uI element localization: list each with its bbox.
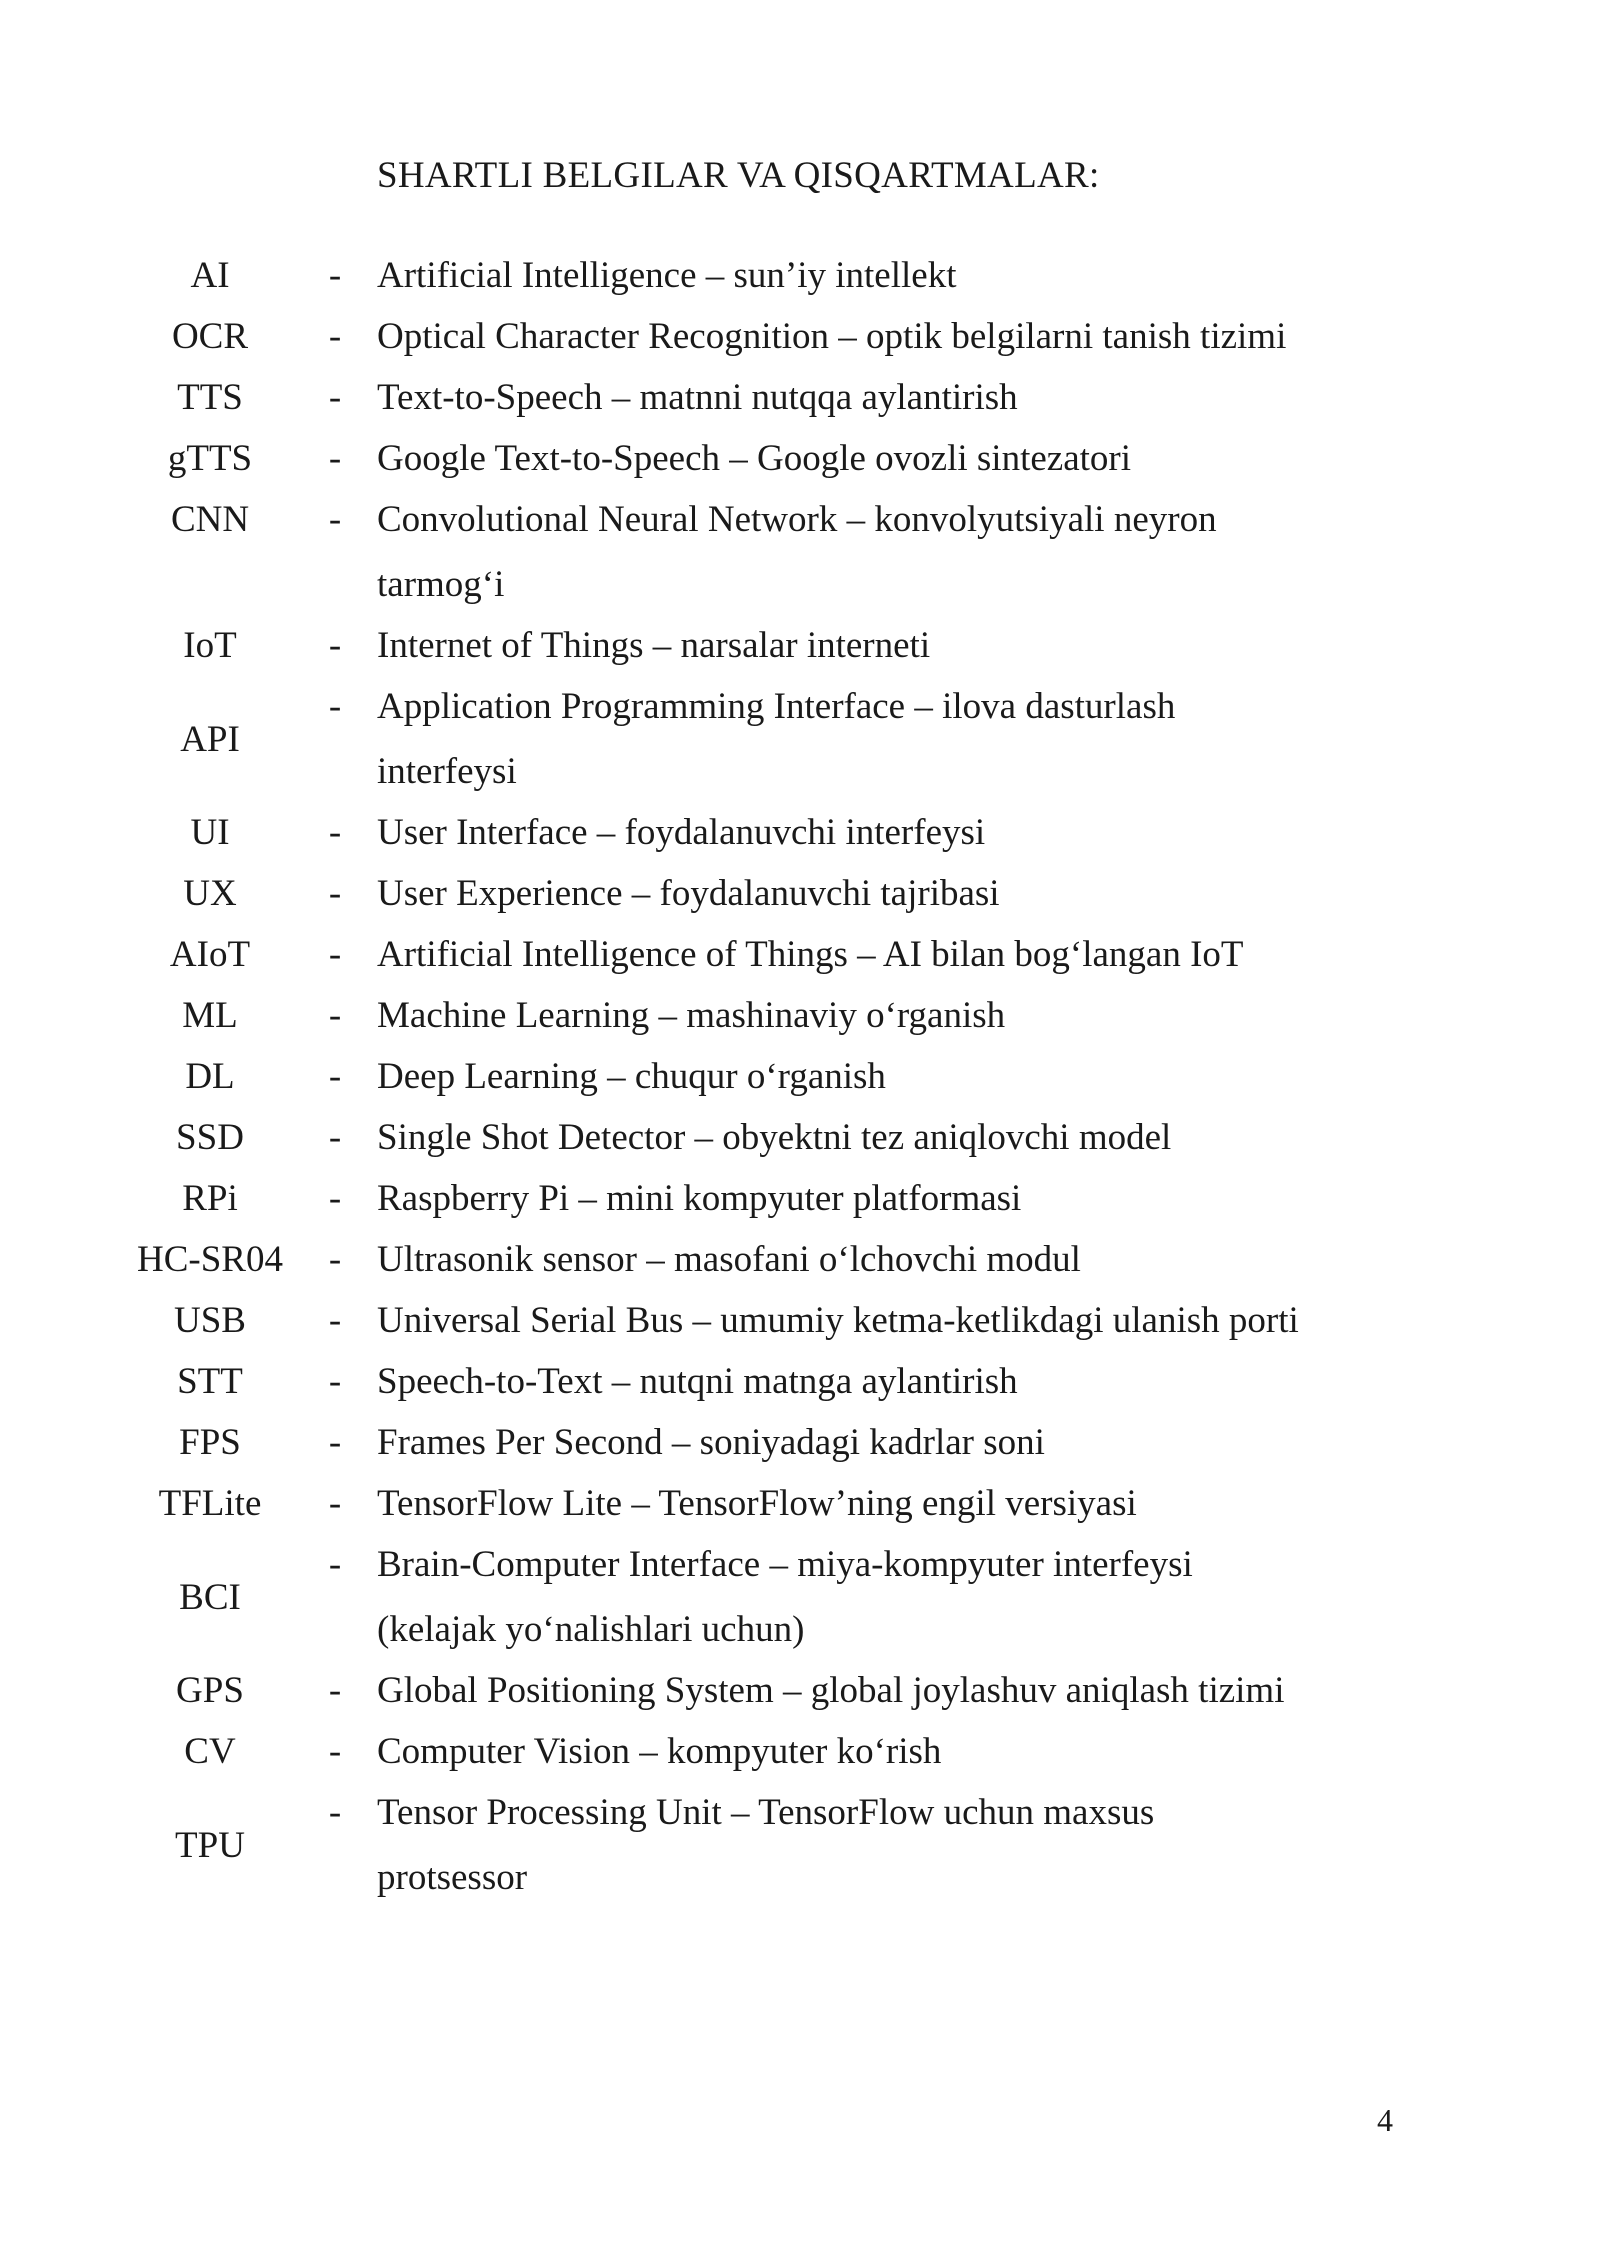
abbreviation-row (0, 245, 1600, 306)
abbreviation-row (0, 367, 1600, 428)
abbreviation-row (0, 1168, 1600, 1229)
definition-line: (kelajak yo‘nalishlari uchun) (377, 1609, 805, 1650)
abbreviation-term: USB (174, 1300, 246, 1341)
abbreviation-definition (377, 676, 1377, 802)
definition-line: User Interface – foydalanuvchi interfeysi (377, 812, 986, 853)
abbreviation-row (0, 306, 1600, 367)
abbreviation-definition (377, 1229, 1377, 1290)
abbreviation-row (0, 924, 1600, 985)
abbreviation-definition (377, 489, 1377, 615)
abbreviation-row (0, 1229, 1600, 1290)
abbreviation-term: BCI (179, 1576, 241, 1618)
abbreviation-term: ML (182, 995, 238, 1036)
separator-dash: - (328, 1792, 342, 1833)
separator-dash: - (328, 1361, 342, 1402)
abbreviation-term: STT (177, 1361, 243, 1402)
abbreviation-term: OCR (171, 316, 249, 357)
definition-line: Google Text-to-Speech – Google ovozli sintezatori (377, 438, 1132, 479)
definition-line: Tensor Processing Unit – TensorFlow uchun maxsus (377, 1792, 1155, 1833)
abbreviation-definition (377, 245, 1377, 306)
abbreviation-term: gTTS (167, 438, 253, 479)
separator-dash: - (328, 686, 342, 727)
page-title: SHARTLI BELGILAR VA QISQARTMALAR: (377, 155, 1100, 196)
separator-dash: - (328, 812, 342, 853)
abbreviation-definition (377, 1721, 1377, 1782)
abbreviation-row (0, 1782, 1600, 1908)
definition-line: Brain-Computer Interface – miya-kompyuter interfeysi (377, 1544, 1193, 1585)
definition-line: interfeysi (377, 751, 517, 792)
separator-dash: - (328, 873, 342, 914)
definition-line: Deep Learning – chuqur o‘rganish (377, 1056, 886, 1097)
definition-line: tarmog‘i (377, 564, 505, 605)
abbreviation-row (0, 489, 1600, 615)
definition-line: TensorFlow Lite – TensorFlow’ning engil versiyasi (377, 1483, 1137, 1524)
abbreviation-row (0, 615, 1600, 676)
abbreviation-definition (377, 615, 1377, 676)
abbreviation-definition (377, 1782, 1377, 1908)
abbreviation-list (0, 245, 1600, 1908)
separator-dash: - (328, 1670, 342, 1711)
abbreviation-row (0, 863, 1600, 924)
separator-dash: - (328, 625, 342, 666)
abbreviation-term: CNN (170, 499, 250, 540)
definition-line: Global Positioning System – global joylashuv aniqlash tizimi (377, 1670, 1285, 1711)
definition-line: Frames Per Second – soniyadagi kadrlar soni (377, 1422, 1045, 1463)
definition-line: Machine Learning – mashinaviy o‘rganish (377, 995, 1006, 1036)
separator-dash: - (328, 1178, 342, 1219)
abbreviation-definition (377, 428, 1377, 489)
abbreviation-term: CV (184, 1731, 236, 1772)
abbreviation-row (0, 985, 1600, 1046)
abbreviation-term: UI (190, 812, 230, 853)
separator-dash: - (328, 1544, 342, 1585)
abbreviation-term: SSD (176, 1117, 244, 1158)
separator-dash: - (328, 377, 342, 418)
abbreviation-term: TFLite (158, 1483, 262, 1524)
definition-line: User Experience – foydalanuvchi tajribasi (377, 873, 1000, 914)
separator-dash: - (328, 1483, 342, 1524)
definition-line: Speech-to-Text – nutqni matnga aylantirish (377, 1361, 1018, 1402)
abbreviation-definition (377, 1168, 1377, 1229)
abbreviation-row (0, 1412, 1600, 1473)
abbreviation-row (0, 1046, 1600, 1107)
abbreviation-definition (377, 1046, 1377, 1107)
abbreviation-row (0, 428, 1600, 489)
definition-line: Single Shot Detector – obyektni tez aniqlovchi model (377, 1117, 1172, 1158)
definition-line: Text-to-Speech – matnni nutqqa aylantirish (377, 377, 1018, 418)
separator-dash: - (328, 255, 342, 296)
separator-dash: - (328, 1300, 342, 1341)
separator-dash: - (328, 316, 342, 357)
abbreviation-definition (377, 924, 1377, 985)
abbreviation-definition (377, 985, 1377, 1046)
abbreviation-row (0, 1660, 1600, 1721)
abbreviation-term: FPS (179, 1422, 241, 1463)
definition-line: Raspberry Pi – mini kompyuter platformasi (377, 1178, 1022, 1219)
abbreviation-term: UX (183, 873, 237, 914)
abbreviation-definition (377, 1473, 1377, 1534)
separator-dash: - (328, 995, 342, 1036)
definition-line: Universal Serial Bus – umumiy ketma-ketlikdagi ulanish porti (377, 1300, 1299, 1341)
definition-line: Application Programming Interface – ilova dasturlash (377, 686, 1176, 727)
abbreviation-definition (377, 1412, 1377, 1473)
definition-line: protsessor (377, 1857, 528, 1898)
abbreviation-definition (377, 367, 1377, 428)
abbreviation-row (0, 1473, 1600, 1534)
abbreviation-term: TPU (175, 1824, 245, 1866)
abbreviation-row (0, 1721, 1600, 1782)
definition-line: Computer Vision – kompyuter ko‘rish (377, 1731, 942, 1772)
page-number: 4 (1377, 2102, 1393, 2138)
separator-dash: - (328, 438, 342, 479)
separator-dash: - (328, 1117, 342, 1158)
abbreviation-definition (377, 1351, 1377, 1412)
definition-line: Artificial Intelligence – sun’iy intellekt (377, 255, 957, 296)
abbreviation-term: GPS (176, 1670, 244, 1711)
definition-line: Ultrasonik sensor – masofani o‘lchovchi modul (377, 1239, 1081, 1280)
abbreviation-row (0, 676, 1600, 802)
abbreviation-term: RPi (182, 1178, 238, 1219)
abbreviation-term: DL (185, 1056, 235, 1097)
separator-dash: - (328, 1056, 342, 1097)
abbreviation-definition (377, 1534, 1377, 1660)
separator-dash: - (328, 499, 342, 540)
abbreviation-term: HC-SR04 (137, 1239, 283, 1280)
definition-line: Internet of Things – narsalar interneti (377, 625, 931, 666)
definition-line: Convolutional Neural Network – konvolyutsiyali neyron (377, 499, 1217, 540)
definition-line: Optical Character Recognition – optik belgilarni tanish tizimi (377, 316, 1287, 357)
abbreviation-row (0, 1351, 1600, 1412)
abbreviation-definition (377, 1107, 1377, 1168)
separator-dash: - (328, 934, 342, 975)
abbreviation-row (0, 1107, 1600, 1168)
definition-line: Artificial Intelligence of Things – AI bilan bog‘langan IoT (377, 934, 1244, 975)
separator-dash: - (328, 1239, 342, 1280)
abbreviation-definition (377, 306, 1377, 367)
abbreviation-term: AIoT (169, 934, 251, 975)
abbreviation-row (0, 1290, 1600, 1351)
abbreviation-row (0, 1534, 1600, 1660)
abbreviation-row (0, 802, 1600, 863)
abbreviation-term: AI (190, 255, 230, 296)
abbreviation-term: IoT (183, 625, 237, 666)
abbreviation-term: API (180, 718, 240, 760)
separator-dash: - (328, 1731, 342, 1772)
abbreviation-definition (377, 1290, 1377, 1351)
abbreviation-definition (377, 1660, 1377, 1721)
separator-dash: - (328, 1422, 342, 1463)
abbreviation-definition (377, 802, 1377, 863)
abbreviation-term: TTS (177, 377, 243, 418)
abbreviation-definition (377, 863, 1377, 924)
